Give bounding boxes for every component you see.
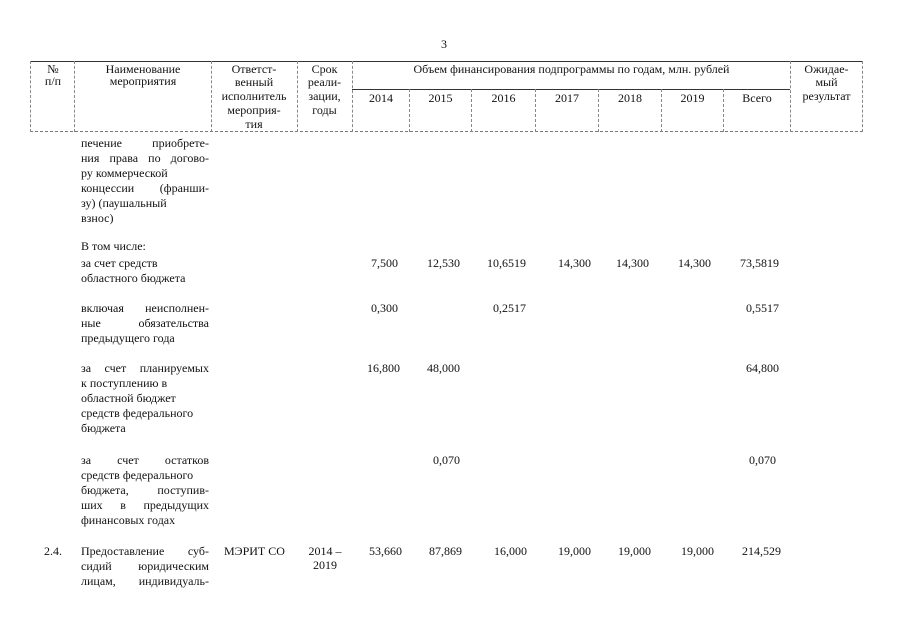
header-term-line4: годы bbox=[312, 103, 337, 117]
col-border-1 bbox=[74, 61, 75, 132]
row-regional-budget-2016: 10,6519 bbox=[487, 256, 526, 270]
header-result-line3: результат bbox=[802, 89, 851, 103]
years-subheader-line bbox=[352, 89, 790, 90]
page-number: 3 bbox=[441, 37, 447, 51]
item-2-4-2015: 87,869 bbox=[429, 544, 462, 558]
header-year-2018: 2018 bbox=[618, 91, 642, 105]
continuation-line3: ру коммерческой bbox=[81, 166, 168, 180]
item-2-4-name-line3: лицам, индивидуаль- bbox=[81, 574, 209, 588]
col-border-right bbox=[862, 61, 863, 132]
row-unfulfilled-name-line2: ные обязательства bbox=[81, 316, 209, 330]
row-federal-remains-name-line3: бюджета, поступив- bbox=[81, 483, 209, 497]
header-responsible-line5: тия bbox=[245, 117, 263, 131]
header-name-line2: мероприятия bbox=[109, 74, 177, 88]
continuation-line1: печение приобрете- bbox=[81, 136, 209, 150]
header-responsible-line4: мероприя- bbox=[227, 103, 281, 117]
header-term-line1: Срок bbox=[311, 62, 338, 76]
row-federal-remains-total: 0,070 bbox=[749, 453, 776, 467]
item-2-4-term-line2: 2019 bbox=[313, 558, 337, 572]
row-federal-planned-name-line3: областной бюджет bbox=[81, 391, 176, 405]
header-result-line1: Ожидае- bbox=[804, 62, 849, 76]
item-2-4-2019: 19,000 bbox=[681, 544, 714, 558]
header-year-total: Всего bbox=[742, 91, 772, 105]
row-regional-budget-2015: 12,530 bbox=[427, 256, 460, 270]
item-2-4-2018: 19,000 bbox=[618, 544, 651, 558]
header-responsible-line3: исполнитель bbox=[221, 89, 287, 103]
row-regional-budget-name-line1: за счет средств bbox=[81, 256, 158, 270]
row-federal-remains-name-line2: средств федерального bbox=[81, 468, 194, 482]
item-2-4-2014: 53,660 bbox=[369, 544, 402, 558]
header-bottom-border bbox=[30, 131, 863, 132]
row-regional-budget-total: 73,5819 bbox=[740, 256, 779, 270]
header-num-line1: № bbox=[47, 62, 59, 76]
row-regional-budget-2017: 14,300 bbox=[558, 256, 591, 270]
header-term-line2: реали- bbox=[307, 75, 342, 89]
row-regional-budget-2014: 7,500 bbox=[371, 256, 398, 270]
row-federal-remains-name-line1: за счет остатков bbox=[81, 453, 209, 467]
item-2-4-total: 214,529 bbox=[742, 544, 781, 558]
continuation-line6: взнос) bbox=[81, 211, 114, 225]
continuation-line4: концессии (франши- bbox=[81, 181, 209, 195]
row-federal-planned-name-line4: средств федерального bbox=[81, 406, 194, 420]
row-unfulfilled-2014: 0,300 bbox=[371, 301, 398, 315]
header-responsible-line2: венный bbox=[234, 75, 274, 89]
row-unfulfilled-name-line1: включая неисполнен- bbox=[81, 301, 209, 315]
row-federal-planned-2015: 48,000 bbox=[427, 361, 460, 375]
row-federal-planned-name-line5: бюджета bbox=[81, 421, 126, 435]
in-that-number-label: В том числе: bbox=[81, 239, 146, 253]
row-regional-budget-2019: 14,300 bbox=[678, 256, 711, 270]
item-2-4-2017: 19,000 bbox=[558, 544, 591, 558]
header-result-line2: мый bbox=[815, 75, 838, 89]
row-federal-remains-2015: 0,070 bbox=[433, 453, 460, 467]
header-num-line2: п/п bbox=[44, 74, 62, 88]
row-unfulfilled-total: 0,5517 bbox=[746, 301, 779, 315]
item-2-4-term-line1: 2014 – bbox=[308, 544, 342, 558]
header-responsible-line1: Ответст- bbox=[231, 62, 277, 76]
row-federal-planned-name-line2: к поступлению в bbox=[81, 376, 168, 390]
continuation-line5: зу) (паушальный bbox=[81, 196, 167, 210]
item-2-4-name-line2: сидий юридическим bbox=[81, 559, 209, 573]
row-unfulfilled-name-line3: предыдущего года bbox=[81, 331, 175, 345]
row-federal-planned-total: 64,800 bbox=[746, 361, 779, 375]
row-regional-budget-2018: 14,300 bbox=[616, 256, 649, 270]
header-year-2014: 2014 bbox=[369, 91, 393, 105]
header-year-2019: 2019 bbox=[680, 91, 705, 105]
header-funding-title: Объем финансирования подпрограммы по годам, млн. рублей bbox=[413, 62, 730, 76]
col-border-left bbox=[30, 61, 31, 132]
item-2-4-responsible: МЭРИТ СО bbox=[224, 544, 285, 558]
item-2-4-name-line1: Предоставление суб- bbox=[81, 544, 209, 558]
row-unfulfilled-2016: 0,2517 bbox=[493, 301, 526, 315]
row-federal-planned-name-line1: за счет планируемых bbox=[81, 361, 209, 375]
item-2-4-number: 2.4. bbox=[44, 544, 62, 558]
row-regional-budget-name-line2: областного бюджета bbox=[81, 271, 186, 285]
continuation-line2: ния права по догово- bbox=[81, 151, 209, 165]
header-year-2016: 2016 bbox=[491, 91, 516, 105]
header-year-2015: 2015 bbox=[428, 91, 453, 105]
header-year-2017: 2017 bbox=[555, 91, 579, 105]
row-federal-remains-name-line5: финансовых годах bbox=[81, 513, 176, 527]
header-term-line3: зации, bbox=[308, 89, 341, 103]
row-federal-remains-name-line4: ших в предыдущих bbox=[81, 498, 209, 512]
row-federal-planned-2014: 16,800 bbox=[367, 361, 400, 375]
item-2-4-2016: 16,000 bbox=[494, 544, 527, 558]
header-name-line1: Наименование bbox=[105, 62, 181, 76]
